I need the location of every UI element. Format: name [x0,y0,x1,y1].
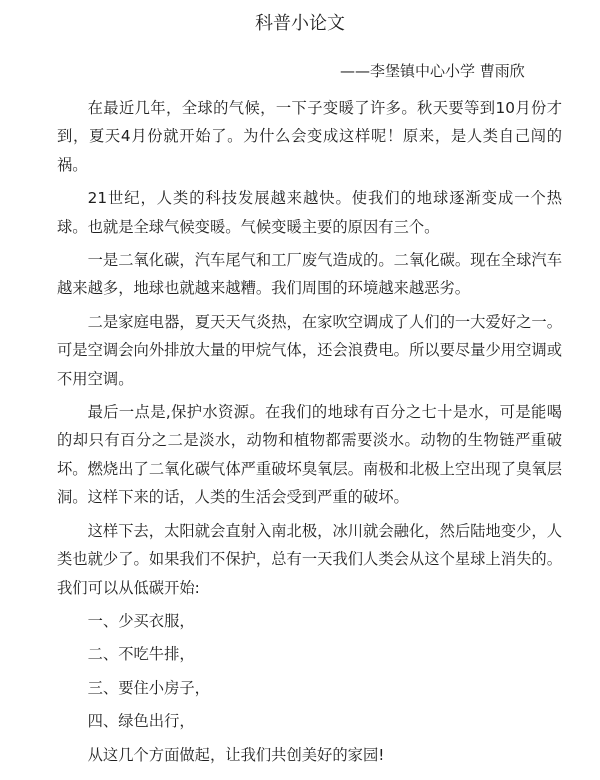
author-line: ——李堡镇中心小学 曹雨欣 [340,62,525,80]
paragraph-3: 一是二氧化碳，汽车尾气和工厂废气造成的。二氧化碳。现在全球汽车越来越多，地球也就越来越糟。我们周围的环境越来越恶劣。 [57,251,562,298]
list-item-2: 二、不吃牛排， [87,645,195,664]
list-item-4: 四、绿色出行， [87,712,195,731]
paragraph-1: 在最近几年，全球的气候，一下子变暖了许多。秋天要等到10月份才到，夏天4月份就开始了。为什么会变成这样呢！原来，是人类自己闯的祸。 [57,99,562,174]
list-item-3: 三、要住小房子， [87,678,210,697]
paragraph-5: 最后一点是,保护水资源。在我们的地球有百分之七十是水，可是能喝的却只有百分之二是淡水，动物和植物都需要淡水。动物的生物链严重破坏。燃烧出了二氧化碳气体严重破坏臭氧层。南极和北极上空出现了臭氧层洞。这样下来的话，人类的生活会受到严重的破坏。 [57,403,562,507]
document-title: 科普小论文 [255,13,345,34]
paragraph-4: 二是家庭电器，夏天天气炎热，在家吹空调成了人们的一大爱好之一。可是空调会向外排放大量的甲烷气体，还会浪费电。所以要尽量少用空调或不用空调。 [57,312,562,388]
paragraph-2: 21世纪，人类的科技发展越来越快。使我们的地球逐渐变成一个热球。也就是全球气候变暖。气候变暖主要的原因有三个。 [57,189,562,236]
paragraph-6: 这样下去，太阳就会直射入南北极，冰川就会融化，然后陆地变少，人类也就少了。如果我们不保护，总有一天我们人类会从这个星球上消失的。我们可以从低碳开始: [57,521,562,597]
document-body [57,94,562,774]
list-item-1: 一、少买衣服， [87,611,195,630]
closing-line: 从这几个方面做起，让我们共创美好的家园! [87,745,385,764]
